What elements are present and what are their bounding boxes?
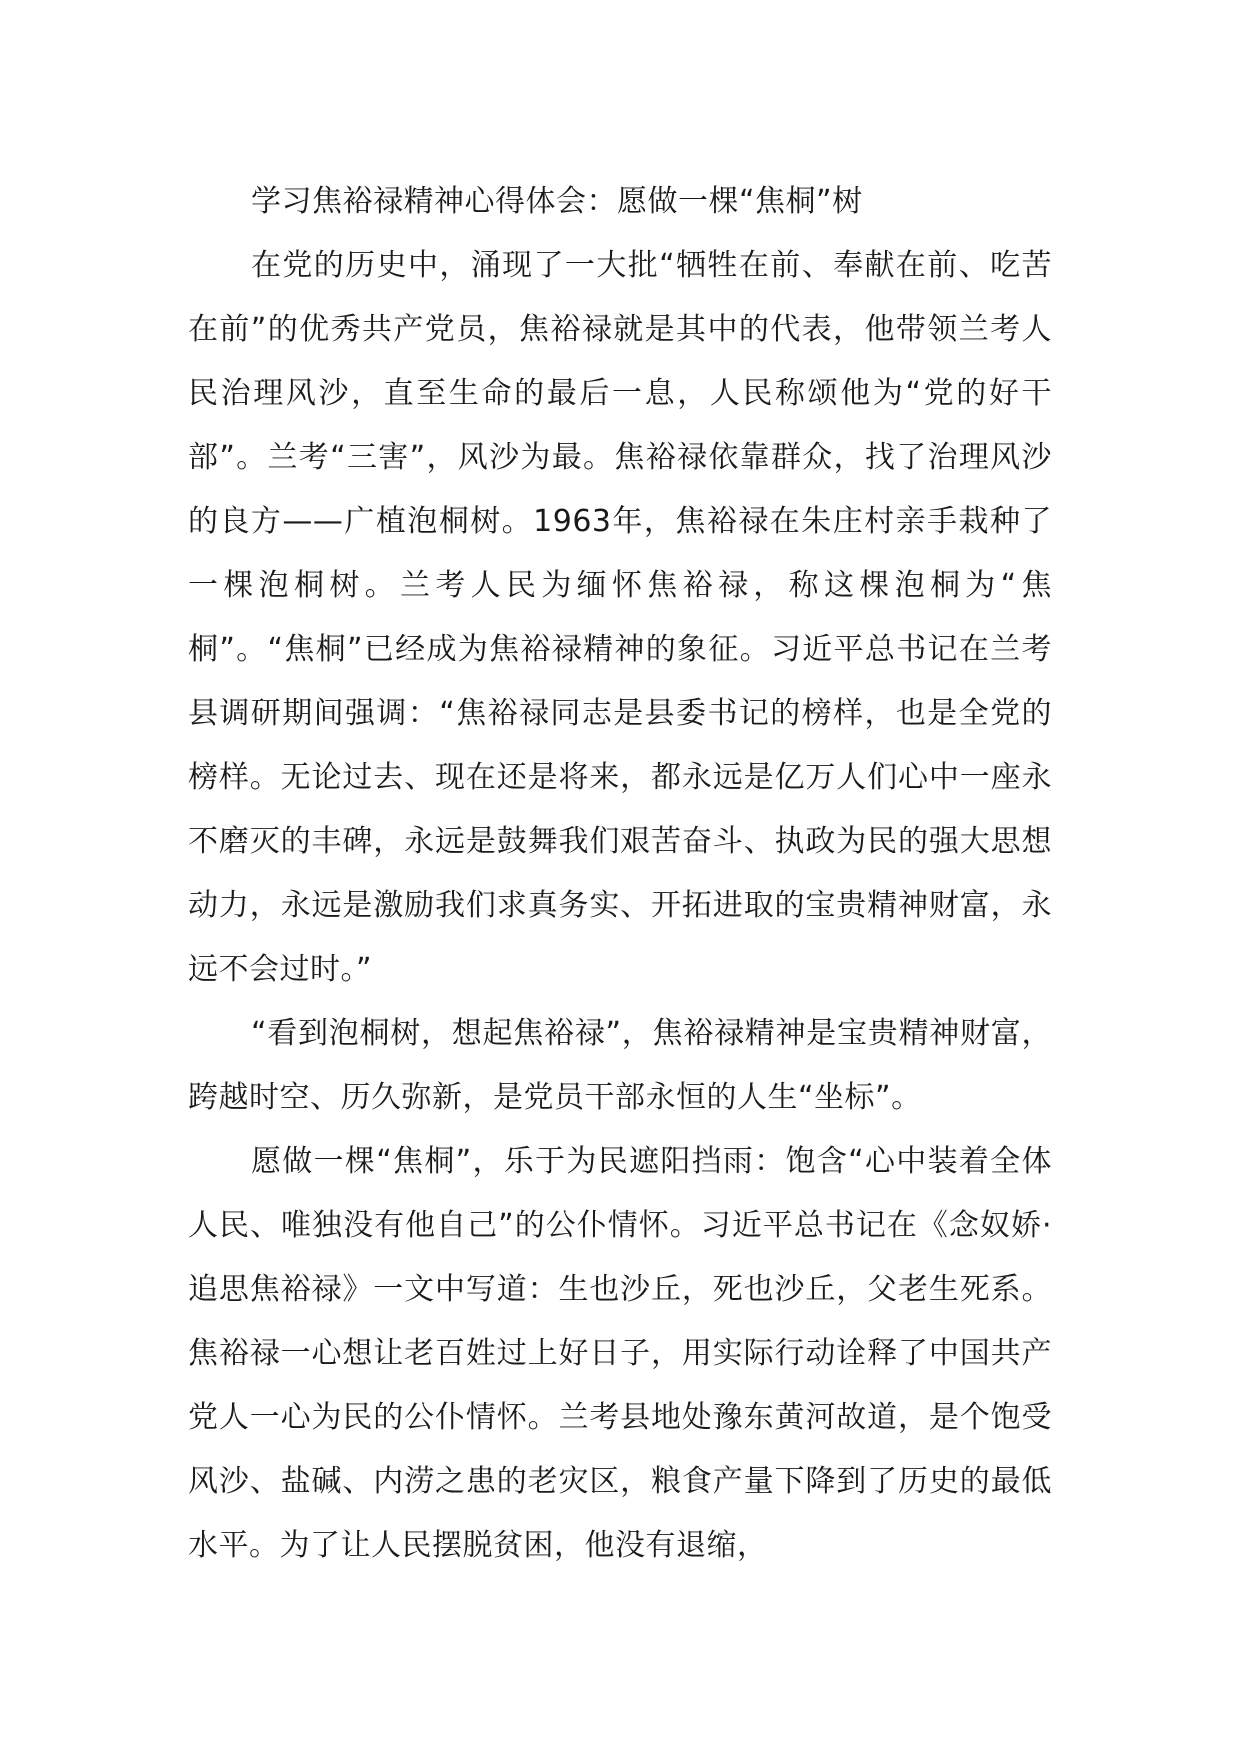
paragraph-3: 愿做一棵“焦桐”，乐于为民遮阳挡雨：饱含“心中装着全体人民、唯独没有他自己”的公仆情怀。习近平总书记在《念奴娇·追思焦裕禄》一文中写道：生也沙丘，死也沙丘，父老生死系。焦裕禄一心想让老百姓过上好日子，用实际行动诠释了中国共产党人一心为民的公仆情怀。兰考县地处豫东黄河故道，是个饱受风沙、盐碱、内涝之患的老灾区，粮食产量下降到了历史的最低水平。为了让人民摆脱贫困，他没有退缩， [188, 1144, 1052, 1563]
document-title: 学习焦裕禄精神心得体会：愿做一棵“焦桐”树 [251, 184, 863, 219]
document-body [188, 170, 1052, 1578]
paragraph-1: 在党的历史中，涌现了一大批“牺牲在前、奉献在前、吃苦在前”的优秀共产党员，焦裕禄就是其中的代表，他带领兰考人民治理风沙，直至生命的最后一息，人民称颂他为“党的好干部”。兰考“三害”，风沙为最。焦裕禄依靠群众，找了治理风沙的良方——广植泡桐树。1963年，焦裕禄在朱庄村亲手栽种了一棵泡桐树。兰考人民为缅怀焦裕禄，称这棵泡桐为“焦桐”。“焦桐”已经成为焦裕禄精神的象征。习近平总书记在兰考县调研期间强调：“焦裕禄同志是县委书记的榜样，也是全党的榜样。无论过去、现在还是将来，都永远是亿万人们心中一座永不磨灭的丰碑，永远是鼓舞我们艰苦奋斗、执政为民的强大思想动力，永远是激励我们求真务实、开拓进取的宝贵精神财富，永远不会过时。” [188, 248, 1052, 987]
paragraph-2: “看到泡桐树，想起焦裕禄”，焦裕禄精神是宝贵精神财富，跨越时空、历久弥新，是党员干部永恒的人生“坐标”。 [188, 1016, 1052, 1115]
